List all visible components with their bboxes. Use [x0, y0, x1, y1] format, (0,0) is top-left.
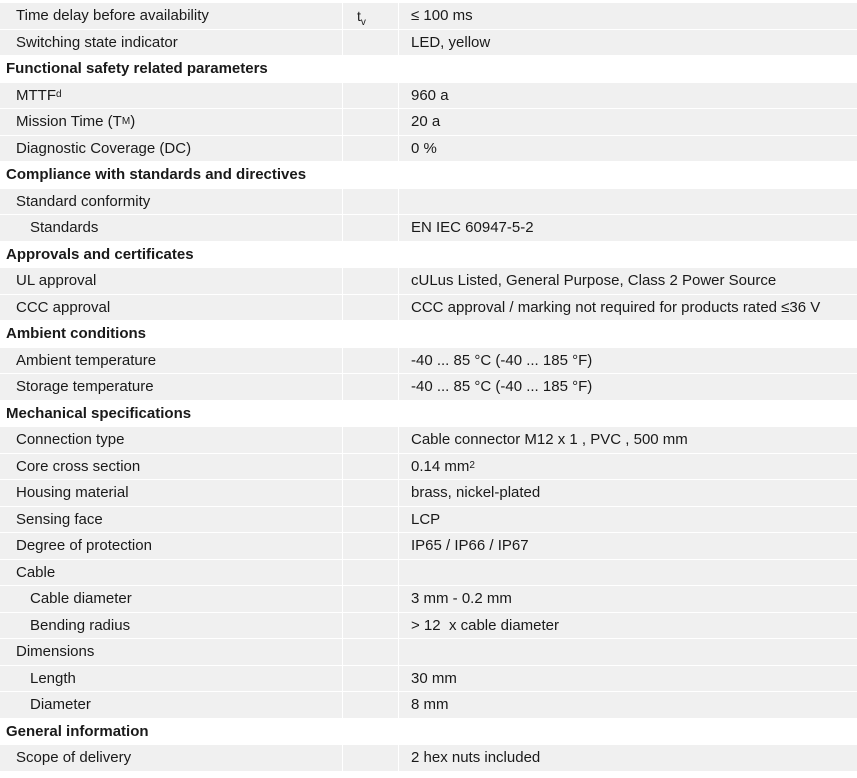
row-label: Storage temperature [16, 378, 154, 396]
row-symbol [342, 692, 399, 718]
section-header-compliance [0, 162, 857, 189]
row-value: IP65 / IP66 / IP67 [411, 537, 529, 555]
row-value: 0.14 mm 2 [411, 457, 475, 475]
table-row-mttf [0, 83, 857, 110]
row-symbol [342, 109, 399, 135]
table-row-diagnostic-coverage [0, 136, 857, 163]
table-row-ccc-approval [0, 295, 857, 322]
row-label: Ambient temperature [16, 351, 157, 369]
row-label: Core cross section [16, 457, 141, 475]
row-symbol [342, 560, 399, 586]
row-symbol [342, 295, 399, 321]
row-value: brass, nickel-plated [411, 484, 541, 502]
row-value: -40 ... 85 °C (-40 ... 185 °F) [411, 378, 593, 396]
row-symbol [342, 454, 399, 480]
row-value: 960 a [411, 86, 449, 104]
row-symbol [342, 613, 399, 639]
row-label: Time delay before availability [16, 7, 209, 25]
row-value: 8 mm [411, 696, 449, 714]
row-label: CCC approval [16, 298, 111, 316]
row-label: Degree of protection [16, 537, 152, 555]
row-value: CCC approval / marking not required for products rated ≤36 V [411, 298, 821, 316]
table-row-ambient-temperature [0, 348, 857, 375]
row-label: Switching state indicator [16, 33, 178, 51]
row-symbol [342, 666, 399, 692]
row-label: Bending radius [30, 616, 131, 634]
table-row-cable-diameter [0, 586, 857, 613]
row-symbol [342, 639, 399, 665]
section-title: Functional safety related parameters [6, 60, 268, 78]
row-value: > 12 x cable diameter [411, 616, 560, 634]
section-title: Ambient conditions [6, 325, 146, 343]
row-value: 2 hex nuts included [411, 749, 541, 767]
row-label: Length [30, 669, 76, 687]
row-value: cULus Listed, General Purpose, Class 2 Power Source [411, 272, 777, 290]
symbol-sub: v [360, 16, 366, 28]
table-row-standard-conformity [0, 189, 857, 216]
row-symbol [342, 348, 399, 374]
row-value: Cable connector M12 x 1 , PVC , 500 mm [411, 431, 688, 449]
label-pre: Mission Time (T [16, 113, 122, 131]
section-header-ambient [0, 321, 857, 348]
value-main: 0.14 mm [411, 457, 470, 475]
table-row-standards [0, 215, 857, 242]
section-title: Approvals and certificates [6, 245, 194, 263]
table-row-switching-indicator [0, 30, 857, 57]
section-header-general [0, 719, 857, 746]
row-label: Standard conformity [16, 192, 151, 210]
row-symbol [342, 745, 399, 771]
row-value: 20 a [411, 113, 441, 131]
row-symbol [342, 480, 399, 506]
section-header-mechanical [0, 401, 857, 428]
row-label: Cable [16, 563, 56, 581]
row-symbol [342, 3, 399, 29]
row-value: ≤ 100 ms [411, 7, 473, 25]
row-label: Cable diameter [30, 590, 132, 608]
row-symbol [342, 427, 399, 453]
row-label: Housing material [16, 484, 129, 502]
row-symbol [342, 30, 399, 56]
row-label: Dimensions [16, 643, 95, 661]
row-label: UL approval [16, 272, 97, 290]
symbol-main: t [357, 7, 361, 24]
section-header-approvals [0, 242, 857, 269]
row-value: LED, yellow [411, 33, 491, 51]
row-label: Diagnostic Coverage (DC) [16, 139, 192, 157]
row-label: Connection type [16, 431, 125, 449]
table-row-cable [0, 560, 857, 587]
row-value: EN IEC 60947-5-2 [411, 219, 534, 237]
section-title: Compliance with standards and directives [6, 166, 307, 184]
table-row-housing-material [0, 480, 857, 507]
table-row-connection-type [0, 427, 857, 454]
table-row-dimensions [0, 639, 857, 666]
table-row-bending-radius [0, 613, 857, 640]
row-symbol [342, 507, 399, 533]
label-post: ) [130, 113, 136, 131]
row-value: 3 mm - 0.2 mm [411, 590, 512, 608]
row-symbol [342, 215, 399, 241]
table-row-time-delay [0, 3, 857, 30]
row-symbol [342, 136, 399, 162]
row-symbol [342, 374, 399, 400]
row-symbol [342, 533, 399, 559]
section-header-functional-safety [0, 56, 857, 83]
table-row-scope-delivery [0, 745, 857, 772]
table-row-mission-time [0, 109, 857, 136]
table-row-storage-temperature [0, 374, 857, 401]
row-symbol [342, 586, 399, 612]
table-row-length [0, 666, 857, 693]
row-value: LCP [411, 510, 441, 528]
table-row-degree-protection [0, 533, 857, 560]
table-row-sensing-face [0, 507, 857, 534]
row-value [399, 189, 857, 215]
row-label: Diameter [30, 696, 91, 714]
row-symbol [342, 189, 399, 215]
table-row-ul-approval [0, 268, 857, 295]
row-label: Sensing face [16, 510, 103, 528]
symbol-text [357, 7, 366, 28]
row-label: MTTF d [16, 86, 62, 104]
row-symbol [342, 83, 399, 109]
section-title: General information [6, 722, 149, 740]
row-label: Scope of delivery [16, 749, 132, 767]
row-value: 30 mm [411, 669, 457, 687]
label-main: MTTF [16, 86, 56, 104]
row-value [399, 639, 857, 665]
section-title: Mechanical specifications [6, 404, 192, 422]
row-value: -40 ... 85 °C (-40 ... 185 °F) [411, 351, 593, 369]
row-symbol [342, 268, 399, 294]
table-row-diameter [0, 692, 857, 719]
row-value: 0 % [411, 139, 437, 157]
row-label: Standards [30, 219, 99, 237]
table-row-core-cross-section [0, 454, 857, 481]
row-label: Mission Time (T M ) [16, 113, 136, 131]
row-value [399, 560, 857, 586]
